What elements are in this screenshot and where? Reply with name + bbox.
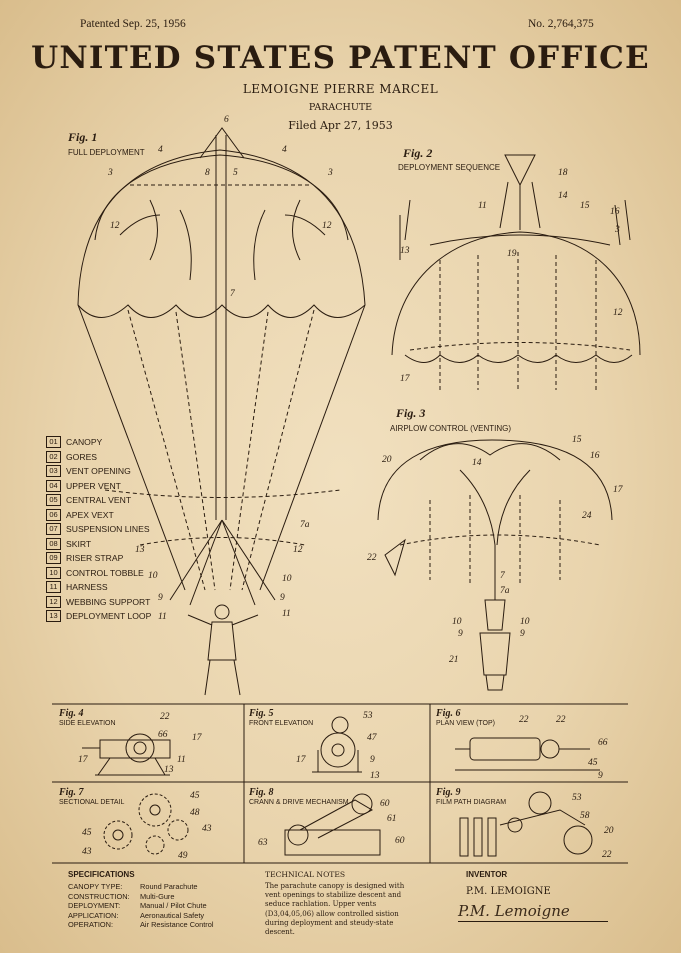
- legend-number: 06: [46, 509, 61, 521]
- legend-label: RISER STRAP: [66, 553, 124, 564]
- legend-item: [46, 595, 151, 610]
- patent-number: No. 2,764,375: [528, 18, 594, 30]
- legend-item: [46, 450, 151, 465]
- spec-row: [68, 901, 214, 911]
- callout: 16: [610, 207, 620, 217]
- callout: 12: [613, 308, 623, 318]
- callout: 48: [190, 808, 200, 818]
- callout: 9: [520, 629, 525, 639]
- callout: 21: [449, 655, 459, 665]
- callout: 6: [224, 115, 229, 125]
- callout: 9: [158, 593, 163, 603]
- specifications-list: [68, 882, 214, 930]
- legend-item: [46, 609, 151, 624]
- legend-label: VENT OPENING: [66, 466, 131, 477]
- legend-label: DEPLOYMENT LOOP: [66, 611, 152, 622]
- legend-number: 09: [46, 552, 61, 564]
- legend-number: 11: [46, 581, 61, 593]
- callout: 16: [590, 451, 600, 461]
- legend-item: [46, 508, 151, 523]
- callout: 24: [582, 511, 592, 521]
- fig4-caption: SIDE ELEVATION: [59, 720, 116, 727]
- filed-date: Filed Apr 27, 1953: [288, 119, 393, 132]
- spec-value: Round Parachute: [140, 882, 198, 891]
- callout: 4: [158, 145, 163, 155]
- callout: 7a: [300, 520, 310, 530]
- callout: 11: [282, 609, 291, 619]
- fig5-label: Fig. 5: [249, 708, 274, 719]
- callout: 9: [370, 755, 375, 765]
- legend-label: APEX VEXT: [66, 509, 114, 520]
- legend-number: 01: [46, 436, 61, 448]
- legend-label: HARNESS: [66, 582, 108, 593]
- callout: 12: [322, 221, 332, 231]
- specifications-title: SPECIFICATIONS: [68, 870, 135, 879]
- legend-label: CANOPY: [66, 437, 103, 448]
- callout: 14: [472, 458, 482, 468]
- callout: 9: [598, 771, 603, 781]
- spec-row: [68, 882, 214, 892]
- callout: 22: [519, 715, 529, 725]
- legend-item: [46, 566, 151, 581]
- callout: 49: [178, 851, 188, 861]
- spec-row: [68, 920, 214, 930]
- legend-item: [46, 464, 151, 479]
- callout: 22: [160, 712, 170, 722]
- inventor-heading: LEMOIGNE PIERRE MARCEL: [242, 82, 439, 96]
- callout: 61: [387, 814, 397, 824]
- fig5-caption: FRONT ELEVATION: [249, 720, 314, 727]
- callout: 7: [500, 571, 505, 581]
- technical-notes-body: The parachute canopy is designed with vent openings to stabilize descent and seduce rachlation. Upper vents (D3,04,05,06) allow controlled sistion during deployment and steudy-state descent.: [265, 882, 405, 937]
- fig2-drawing: [392, 155, 640, 390]
- callout: 9: [280, 593, 285, 603]
- callout: 12: [110, 221, 120, 231]
- callout: 45: [190, 791, 200, 801]
- spec-key: CONSTRUCTION:: [68, 891, 130, 901]
- spec-row: [68, 892, 214, 902]
- callout: 7a: [500, 586, 510, 596]
- callout: 10: [452, 617, 462, 627]
- spec-key: APPLICATION:: [68, 910, 119, 920]
- fig6-drawing: [455, 738, 600, 770]
- callout: 53: [363, 711, 373, 721]
- fig8-caption: CRANN & DRIVE MECHANISM: [249, 799, 349, 806]
- fig9-caption: FILM PATH DIAGRAM: [436, 799, 507, 806]
- callout: 13: [135, 545, 145, 555]
- callout: 8: [205, 168, 210, 178]
- legend-number: 04: [46, 480, 61, 492]
- signature-line: [458, 921, 608, 922]
- page-title: UNITED STATES PATENT OFFICE: [31, 40, 650, 76]
- spec-value: Manual / Pilot Chute: [140, 901, 207, 910]
- callout: 17: [400, 374, 410, 384]
- spec-value: Multi-Gure: [140, 891, 175, 901]
- fig2-callouts: [400, 168, 623, 384]
- callout: 43: [202, 824, 212, 834]
- technical-notes-block: [265, 870, 413, 937]
- legend-number: 05: [46, 494, 61, 506]
- legend-number: 02: [46, 451, 61, 463]
- legend-item: [46, 537, 151, 552]
- fig2-caption: DEPLOYMENT SEQUENCE: [398, 163, 501, 172]
- legend-number: 08: [46, 538, 61, 550]
- callout: 18: [558, 168, 568, 178]
- callout: 13: [400, 246, 410, 256]
- specifications-block: [68, 870, 214, 930]
- callout: 43: [82, 847, 92, 857]
- callout: 17: [613, 485, 623, 495]
- callout: 3: [615, 225, 620, 235]
- fig9-label: Fig. 9: [436, 787, 461, 798]
- callout: 3: [328, 168, 333, 178]
- inventor-block: [458, 870, 608, 922]
- callout: 7: [230, 289, 235, 299]
- callout: 47: [367, 733, 377, 743]
- callout: 60: [380, 799, 390, 809]
- callout: 45: [82, 828, 92, 838]
- callout: 9: [458, 629, 463, 639]
- fig3-label: Fig. 3: [396, 406, 426, 420]
- callout: 17: [192, 733, 202, 743]
- legend-label: WEBBING SUPPORT: [66, 596, 151, 607]
- callout: 66: [158, 730, 168, 740]
- technical-notes-title: TECHNICAL NOTES: [265, 870, 346, 879]
- callout: 63: [258, 838, 268, 848]
- legend-label: CENTRAL VENT: [66, 495, 132, 506]
- callout: 5: [233, 168, 238, 178]
- callout: 58: [580, 811, 590, 821]
- fig1-label: Fig. 1: [68, 130, 98, 144]
- callout: 10: [148, 571, 158, 581]
- callout: 11: [478, 201, 487, 211]
- legend-item: [46, 580, 151, 595]
- legend-number: 12: [46, 596, 61, 608]
- fig1-caption: FULL DEPLOYMENT: [68, 148, 145, 157]
- callout: 53: [572, 793, 582, 803]
- fig4-drawing: [82, 734, 170, 775]
- legend-item: [46, 551, 151, 566]
- callout: 20: [604, 826, 614, 836]
- legend-number: 10: [46, 567, 61, 579]
- legend-item: [46, 522, 151, 537]
- fig8-label: Fig. 8: [249, 787, 274, 798]
- legend-label: SUSPENSION LINES: [66, 524, 150, 535]
- fig6-label: Fig. 6: [436, 708, 461, 719]
- spec-value: Air Resistance Control: [140, 920, 214, 929]
- callout: 10: [282, 574, 292, 584]
- callout: 12: [293, 545, 303, 555]
- spec-key: DEPLOYMENT:: [68, 901, 121, 910]
- spec-key: CANOPY TYPE:: [68, 882, 123, 891]
- spec-key: OPERATION:: [68, 920, 114, 929]
- callout: 10: [520, 617, 530, 627]
- inventor-signature: P.M. Lemoigne: [458, 902, 570, 920]
- fig5-drawing: [312, 717, 362, 772]
- callout: 17: [296, 755, 306, 765]
- callout: 60: [395, 836, 405, 846]
- subject-heading: PARACHUTE: [308, 102, 373, 113]
- callout: 4: [282, 145, 287, 155]
- fig6-caption: PLAN VIEW (TOP): [436, 720, 495, 727]
- callout: 15: [580, 201, 590, 211]
- callout: 15: [572, 435, 582, 445]
- legend-number: 03: [46, 465, 61, 477]
- legend-label: GORES: [66, 451, 98, 462]
- legend-item: [46, 435, 151, 450]
- callout: 13: [164, 765, 174, 775]
- fig7-label: Fig. 7: [59, 787, 84, 798]
- fig7-caption: SECTIONAL DETAIL: [59, 799, 125, 806]
- inventor-title: INVENTOR: [466, 870, 508, 879]
- patent-date: Patented Sep. 25, 1956: [80, 18, 186, 30]
- callout: 22: [602, 850, 612, 860]
- callout: 22: [556, 715, 566, 725]
- callout: 22: [367, 553, 377, 563]
- legend-label: SKIRT: [66, 538, 92, 549]
- legend-item: [46, 493, 151, 508]
- callout: 13: [370, 771, 380, 781]
- fig3-drawing: [378, 440, 612, 690]
- fig3-caption: AIRPLOW CONTROL (VENTING): [390, 424, 512, 433]
- spec-value: Aeronautical Safety: [140, 910, 205, 920]
- legend-number: 13: [46, 610, 61, 622]
- parts-legend: [46, 435, 151, 624]
- fig2-label: Fig. 2: [403, 146, 433, 160]
- inventor-name: P.M. LEMOIGNE: [466, 886, 551, 897]
- callout: 17: [78, 755, 88, 765]
- fig4-label: Fig. 4: [59, 708, 84, 719]
- callout: 11: [158, 612, 167, 622]
- legend-item: [46, 479, 151, 494]
- legend-number: 07: [46, 523, 61, 535]
- callout: 14: [558, 191, 568, 201]
- callout: 11: [177, 755, 186, 765]
- callout: 20: [382, 455, 392, 465]
- callout: 45: [588, 758, 598, 768]
- spec-row: [68, 911, 214, 921]
- callout: 66: [598, 738, 608, 748]
- callout: 3: [108, 168, 113, 178]
- callout: 19: [507, 249, 517, 259]
- legend-label: CONTROL TOBBLE: [66, 567, 144, 578]
- legend-label: UPPER VENT: [66, 480, 121, 491]
